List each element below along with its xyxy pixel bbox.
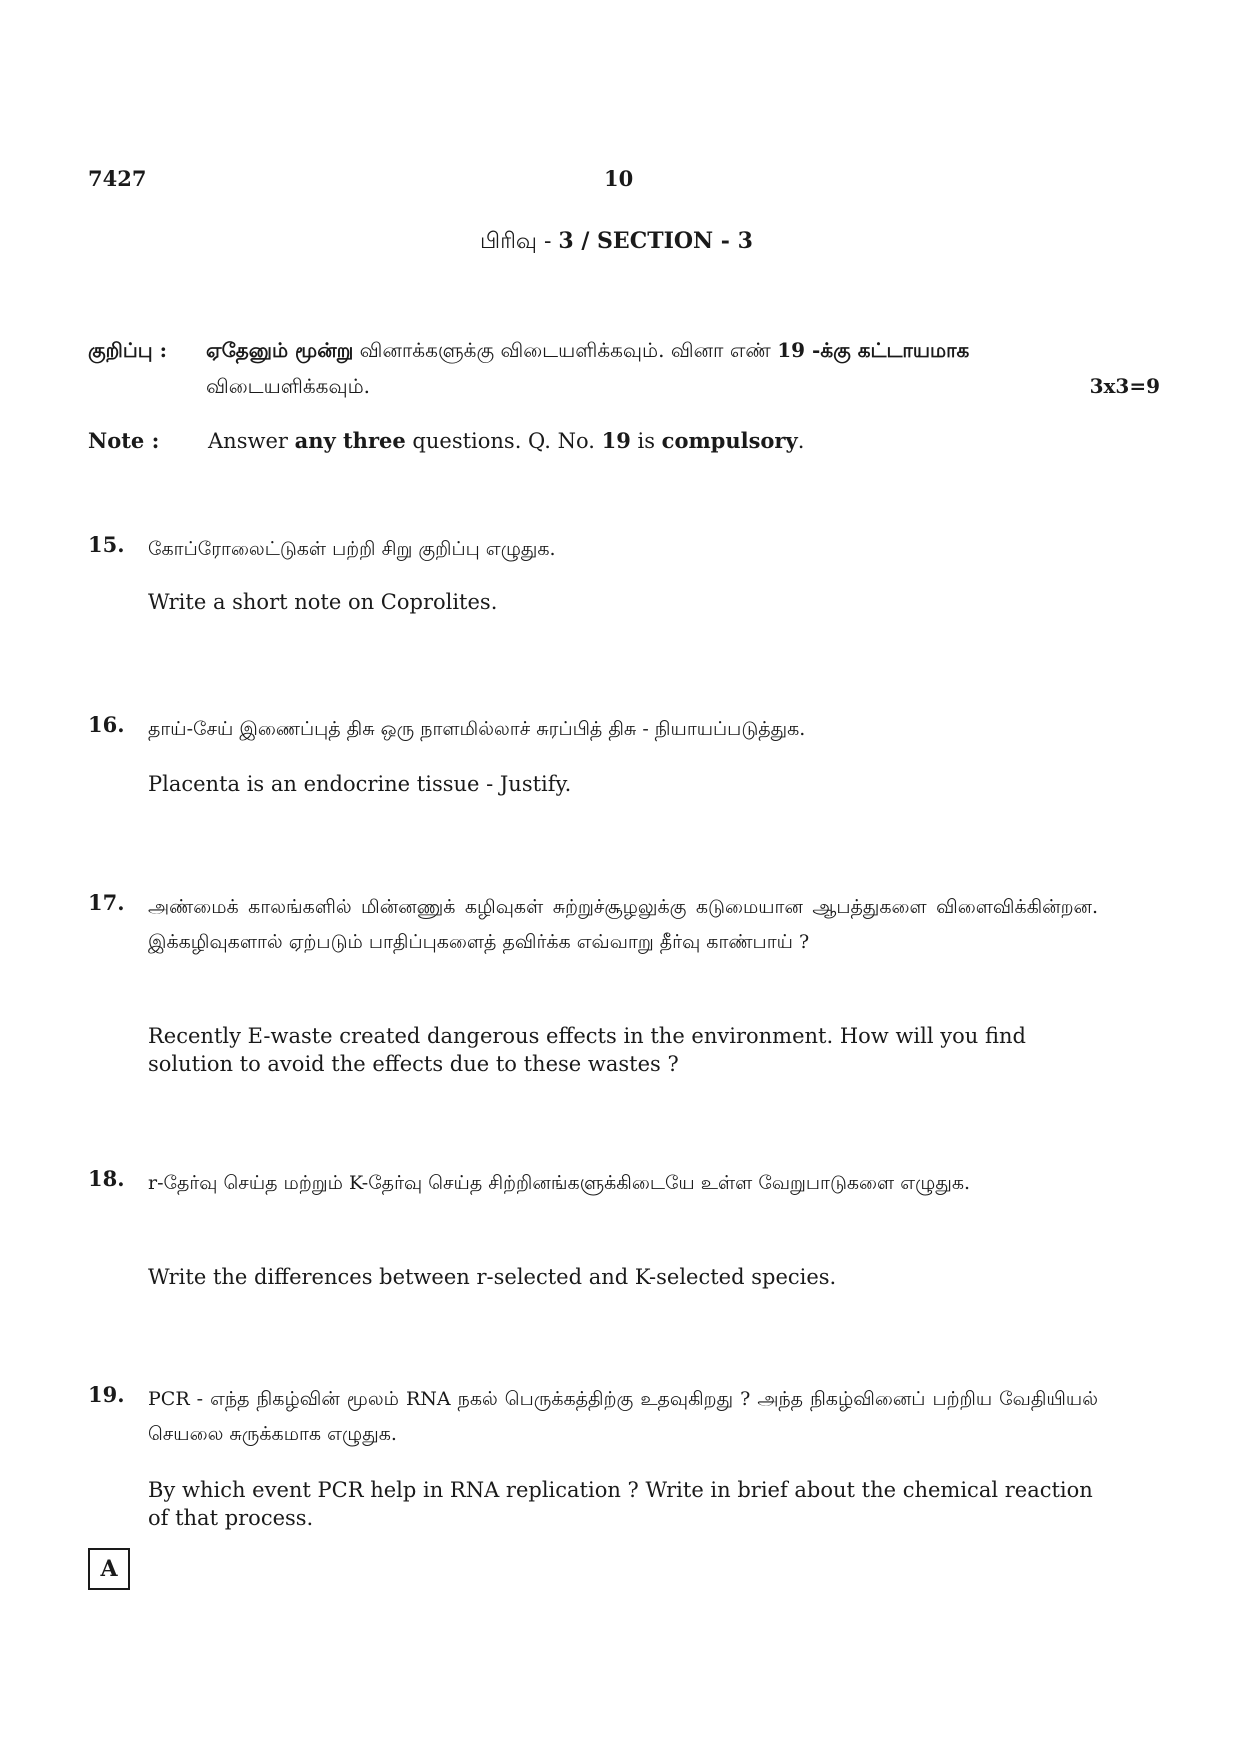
note-bold-3: compulsory [661, 428, 798, 453]
note-bold-2: 19 [601, 428, 631, 453]
tamil-instruction-text-1: வினாக்களுக்கு விடையளிக்கவும். வினா எண் [353, 338, 778, 362]
version-box: A [88, 1548, 130, 1590]
section-title-english: 3 / SECTION - 3 [558, 228, 753, 254]
question-english: Recently E-waste created dangerous effects in the environment. How will you find solution to avoid the effects due to these wastes ? [148, 1024, 1026, 1076]
note-text-3: is [630, 429, 662, 453]
section-title-tamil: பிரிவு - [480, 229, 559, 254]
note-text-1: Answer [208, 429, 295, 453]
tamil-instruction-label: குறிப்பு : [88, 338, 167, 362]
question-english: Write the differences between r-selected and K-selected species. [148, 1265, 837, 1289]
note-text [208, 428, 1108, 453]
question-english: Placenta is an endocrine tissue - Justify. [148, 772, 572, 796]
note-text-4: . [797, 429, 805, 453]
question-number: 18. [88, 1166, 125, 1191]
tamil-instruction-text [206, 332, 1130, 404]
note-bold-1: any three [294, 428, 406, 453]
question-number: 15. [88, 532, 125, 557]
question-tamil: கோப்ரோலைட்டுகள் பற்றி சிறு குறிப்பு எழுதுக. [148, 538, 556, 560]
question-number: 17. [88, 890, 125, 915]
question-number: 16. [88, 712, 125, 737]
note-text-2: questions. Q. No. [405, 429, 602, 453]
section-title [480, 228, 753, 257]
note-label: Note : [88, 428, 160, 453]
tamil-instruction-text-2: விடையளிக்கவும். [206, 374, 371, 398]
question-tamil: அண்மைக் காலங்களில் மின்னணுக் கழிவுகள் சுற்றுச்சூழலுக்கு கடுமையான ஆபத்துகளை விளைவிக்கின்றன. இக்கழிவுகளால் ஏற்படும் பாதிப்புகளைத் தவிர்க்க எவ்வாறு தீர்வு காண்பாய் ? [148, 896, 1098, 953]
tamil-instruction-bold-1: ஏதேனும் மூன்று [206, 338, 354, 362]
question-tamil: PCR - எந்த நிகழ்வின் மூலம் RNA நகல் பெருக்கத்திற்கு உதவுகிறது ? அந்த நிகழ்வினைப் பற்றிய வேதியியல் செயலை சுருக்கமாக எழுதுக. [148, 1388, 1098, 1445]
page-number: 10 [604, 166, 634, 191]
question-tamil: தாய்-சேய் இணைப்புத் திசு ஒரு நாளமில்லாச் சுரப்பித் திசு - நியாயப்படுத்துக. [148, 718, 806, 740]
marks-scheme: 3x3=9 [1089, 374, 1160, 398]
question-english: Write a short note on Coprolites. [148, 590, 498, 614]
question-english: By which event PCR help in RNA replication ? Write in brief about the chemical reaction of that process. [148, 1478, 1093, 1530]
paper-code: 7427 [88, 166, 147, 191]
question-tamil: r-தேர்வு செய்த மற்றும் K-தேர்வு செய்த சிற்றினங்களுக்கிடையே உள்ள வேறுபாடுகளை எழுதுக. [148, 1172, 971, 1194]
tamil-instruction-bold-2: 19 -க்கு கட்டாயமாக [777, 338, 970, 362]
question-number: 19. [88, 1382, 125, 1407]
